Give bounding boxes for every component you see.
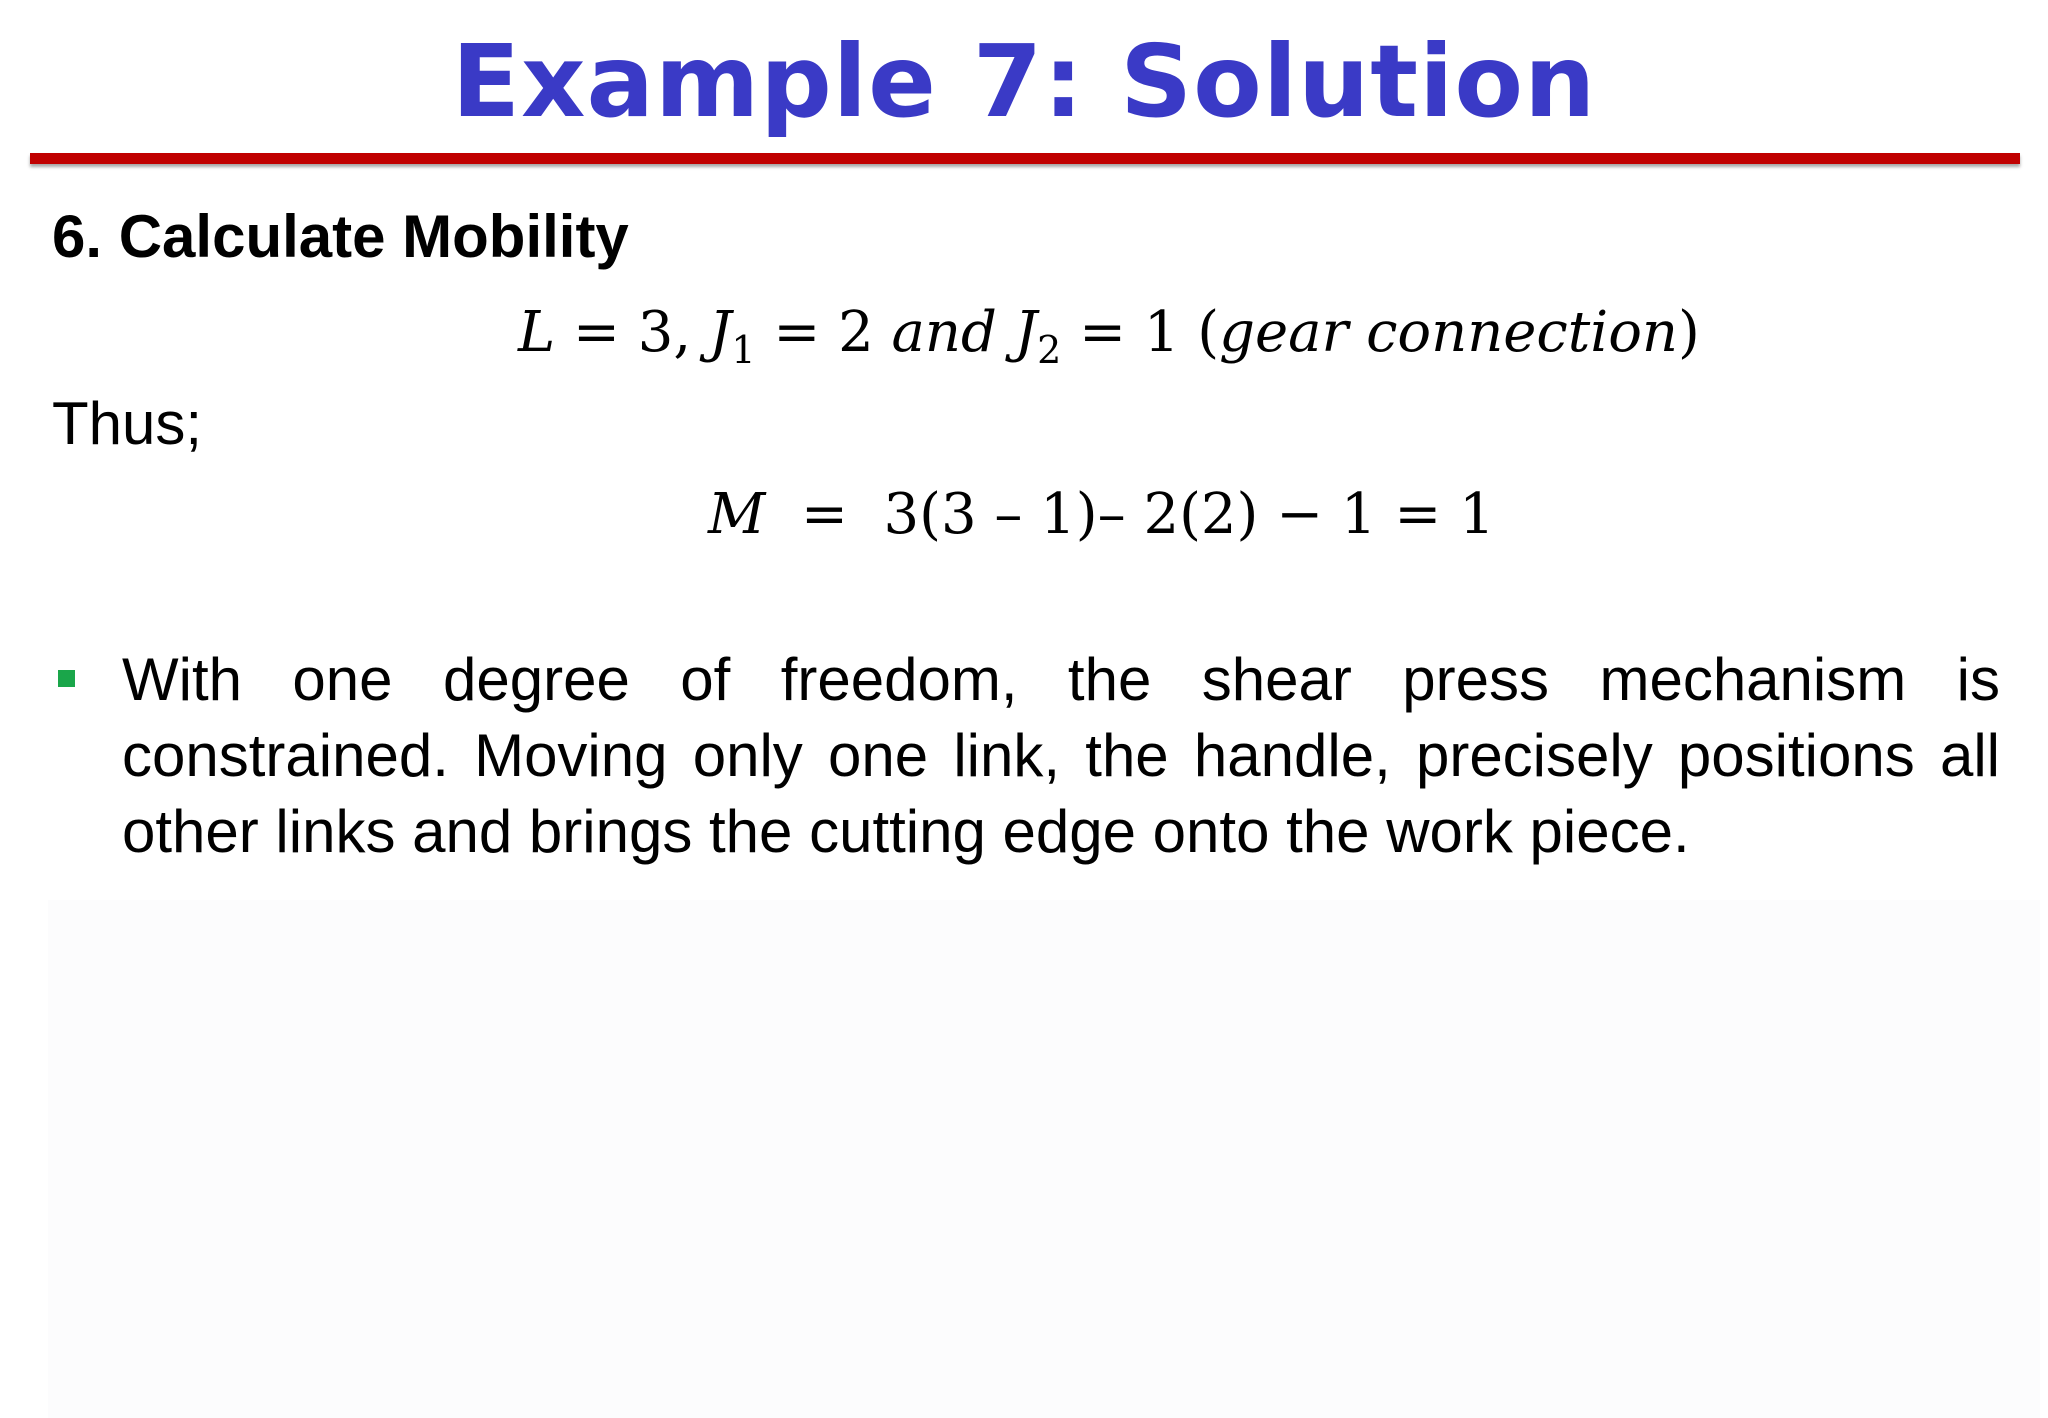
eq-part: = 3,	[555, 300, 709, 365]
eq-part: = 2	[755, 300, 892, 365]
eq-var-M: M	[708, 482, 766, 547]
eq-var-J1: J	[708, 300, 732, 365]
eq-word-and: and	[891, 300, 997, 365]
slide-title: Example 7: Solution	[451, 23, 1597, 140]
eq-space	[997, 300, 1015, 365]
content-background	[48, 900, 2040, 1418]
eq-note: gear connection	[1219, 300, 1678, 365]
eq-sub-1: 1	[731, 328, 756, 372]
section-heading: 6. Calculate Mobility	[52, 203, 629, 270]
eq-var-L: L	[518, 300, 556, 365]
equation-link-joint-counts	[518, 298, 1700, 372]
thus-text: Thus;	[52, 390, 203, 457]
eq-part: = 3(3 – 1)– 2(2) − 1 = 1	[765, 482, 1495, 547]
bullet-square-icon	[58, 670, 75, 687]
eq-var-J2: J	[1014, 300, 1038, 365]
eq-sub-2: 2	[1037, 328, 1062, 372]
eq-part: = 1 (	[1061, 300, 1220, 365]
eq-part: )	[1677, 300, 1700, 365]
bullet-text: With one degree of freedom, the shear press mechanism is constrained. Moving only one link, the handle, precisely positions all other links and brings the cutting edge onto the work piece.	[122, 646, 2000, 865]
equation-mobility	[708, 480, 1495, 550]
title-divider	[30, 153, 2020, 164]
